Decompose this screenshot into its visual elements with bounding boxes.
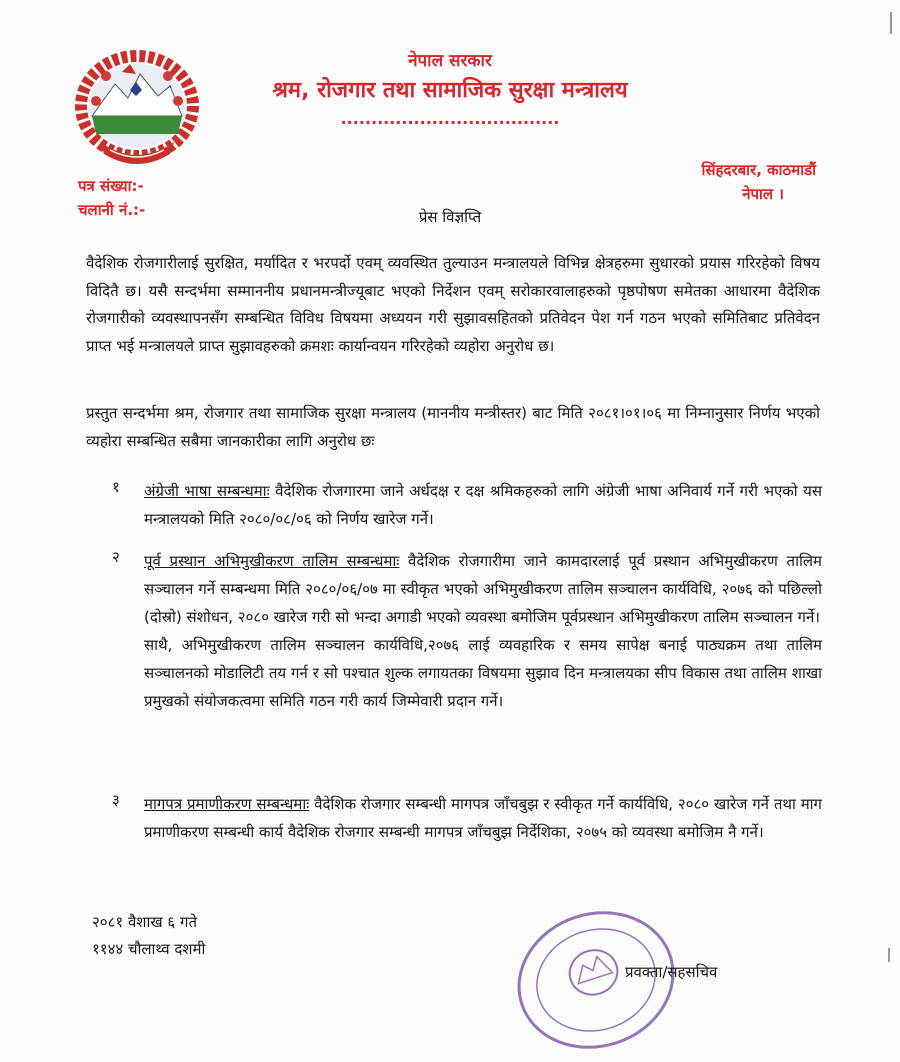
- dispatch-number-label: चलानी नं.:-: [78, 201, 146, 219]
- item-heading: पूर्व प्रस्थान अभिमुखीकरण तालिम सम्बन्धमाः: [144, 552, 400, 570]
- item-number: ३: [112, 791, 120, 809]
- item-text-continuation: साथै, अभिमुखीकरण तालिम सञ्चालन कार्यविधि,२०७६ लाई व्यवहारिक र समय सापेक्ष बनाई पाठ्यक्रम तथा तालिम सञ्चालनको मोडालिटी तय गर्न र सो पश्चात शुल्क लगायतका विषयमा सुझाव दिन मन्त्रालयका सीप विकास तथा तालिम शाखा प्रमुखको संयोजकत्वमा समिति गठन गरी कार्य जिम्मेवारी प्रदान गर्ने।: [144, 636, 823, 710]
- header-separator: ....................................: [340, 109, 560, 128]
- item-text: वैदेशिक रोजगारीमा जाने कामदारलाई पूर्व प्रस्थान अभिमुखीकरण तालिम सञ्चालन गर्ने सम्बन्धमा मिति २०८०/०६/०७ मा स्वीकृत भएको अभिमुखीकरण तालिम सञ्चालन कार्यविधि, २०७६ को पछिल्लो (दोस्रो) संशोधन, २०८० खारेज गरी सो भन्दा अगाडी भएको व्यवस्था बमोजिम पूर्वप्रस्थान अभिमुखीकरण तालिम सञ्चालन गर्ने।: [144, 552, 823, 626]
- office-country: नेपाल ।: [742, 185, 784, 203]
- item-body: [144, 477, 822, 533]
- item-heading: अंग्रेजी भाषा सम्बन्धमाः: [144, 482, 270, 500]
- government-name: नेपाल सरकार: [408, 51, 492, 71]
- intro-paragraph: वैदेशिक रोजगारीलाई सुरक्षित, मर्यादित र भरपर्दो एवम् व्यवस्थित तुल्याउन मन्त्रालयले विभिन्न क्षेत्रहरुमा सुधारको प्रयास गरिरहेको विषय विदितै छ। यसै सन्दर्भमा सम्माननीय प्रधानमन्त्रीज्यूबाट भएको निर्देशन एवम् सरोकारवालाहरुको पृष्ठपोषण समेतका आधारमा वैदेशिक रोजगारीको व्यवस्थापनसँग सम्बन्धित विविध विषयमा अध्ययन गरी सुझावसहितको प्रतिवेदन पेश गर्न गठन भएको समितिबाट प्रतिवेदन प्राप्त भई मन्त्रालयले प्राप्त सुझावहरुको क्रमशः कार्यान्वयन गरिरहेको व्यहोरा अनुरोध छ।: [86, 254, 820, 355]
- item-text: वैदेशिक रोजगार सम्बन्धी मागपत्र जाँचबुझ र स्वीकृत गर्ने कार्यविधि, २०८० खारेज गर्ने तथा माग प्रमाणीकरण सम्बन्धी कार्य वैदेशिक रोजगार सम्बन्धी मागपत्र जाँचबुझ निर्देशिका, २०७५ को व्यवस्था बमोजिम नै गर्ने।: [144, 795, 822, 841]
- scan-margin-mark: [890, 12, 892, 34]
- item-text: वैदेशिक रोजगारमा जाने अर्धदक्ष र दक्ष श्रमिकहरुको लागि अंग्रेजी भाषा अनिवार्य गर्ने गरी भएको यस मन्त्रालयको मिति २०८०/०८/०६ को निर्णय खारेज गर्ने।: [144, 482, 822, 528]
- office-location: सिंहदरबार, काठमाडौं: [701, 161, 816, 179]
- signatory-title: प्रवक्ता/सहसचिव: [625, 963, 718, 981]
- item-body: [144, 547, 822, 715]
- item-number: १: [112, 478, 120, 496]
- nepal-era-date: ११४४ चौलाथ्व दशमी: [92, 940, 206, 958]
- context-paragraph: प्रस्तुत सन्दर्भमा श्रम, रोजगार तथा सामाजिक सुरक्षा मन्त्रालय (माननीय मन्त्रीस्तर) बाट मिति २०८१।०१।०६ मा निम्नानुसार निर्णय भएको व्यहोरा सम्बन्धित सबैमा जानकारीका लागि अनुरोध छः: [86, 404, 820, 450]
- item-number: २: [112, 548, 120, 566]
- item-heading: मागपत्र प्रमाणीकरण सम्बन्धमाः: [144, 795, 310, 813]
- scan-margin-mark: [888, 948, 890, 962]
- reference-number-label: पत्र संख्या:-: [78, 177, 144, 195]
- nepal-emblem-icon: [70, 46, 204, 172]
- ministry-name: श्रम, रोजगार तथा सामाजिक सुरक्षा मन्त्रालय: [272, 78, 628, 103]
- issue-date: २०८१ वैशाख ६ गते: [92, 913, 197, 931]
- document-title: प्रेस विज्ञप्ति: [418, 208, 482, 226]
- item-body: [144, 790, 822, 846]
